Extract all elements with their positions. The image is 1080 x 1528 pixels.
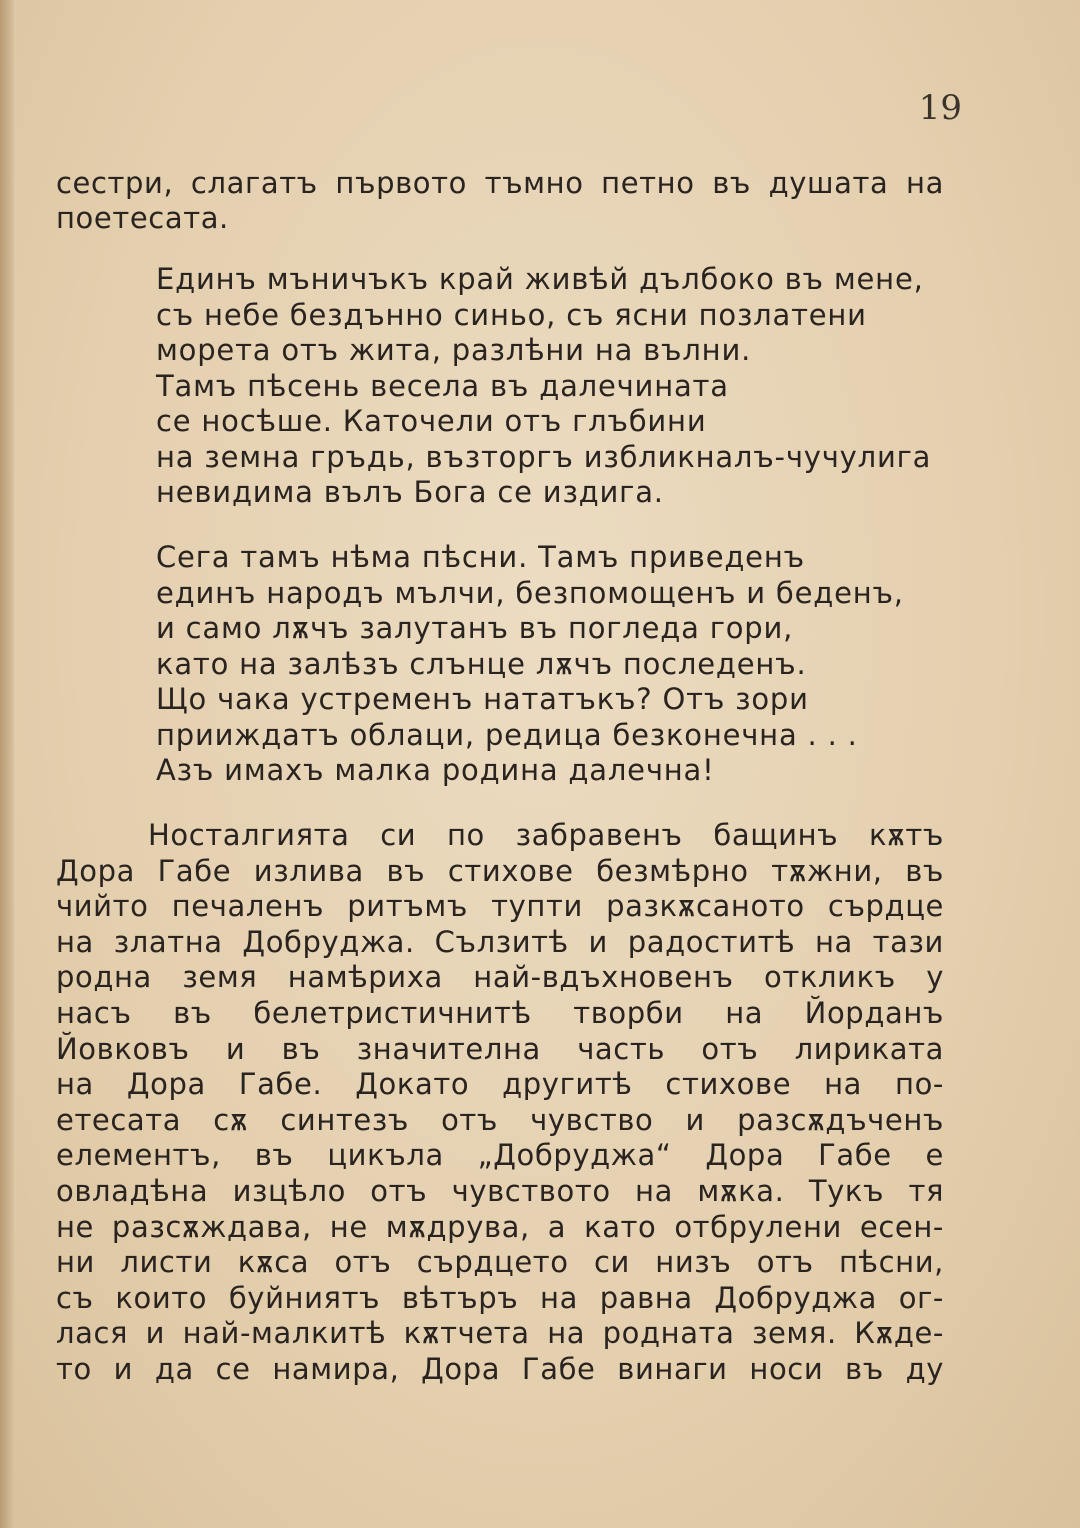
verse-line: Единъ мъничъкъ край живѣй дълбоко въ мене,: [156, 262, 924, 296]
text-line: сестри, слагатъ първото тъмно петно въ душата на: [56, 166, 944, 200]
text-line: елементъ, въ цикъла „Добруджа“ Дора Габе е: [56, 1138, 944, 1173]
verse-line: прииждатъ облаци, редица безконечна . . .: [156, 717, 858, 752]
verse-line: и само лѫчъ залутанъ въ погледа гори,: [156, 611, 794, 645]
text-line: то и да се намира, Дора Габе винаги носи въ ду: [56, 1351, 944, 1386]
text-line: чийто печаленъ ритъмъ тупти разкѫсаното сърдце: [56, 889, 944, 924]
verse-line: на земна гръдь, възторгъ избликналъ-чучулига: [156, 439, 932, 474]
text-line: Дора Габе излива въ стихове безмѣрно тѫжни, въ: [56, 853, 944, 888]
verse-line: Азъ имахъ малка родина далечна!: [156, 753, 715, 787]
text-line: на Дора Габе. Докато другитѣ стихове на по-: [56, 1067, 944, 1102]
verse-line: Тамъ пѣсень весела въ далечината: [156, 368, 729, 403]
verse-line: единъ народъ мълчи, безпомощенъ и беденъ,: [156, 575, 904, 610]
verse-line: невидима вълъ Бога се издига.: [156, 475, 664, 509]
text-line: родна земя намѣриха най-вдъхновенъ откликъ у: [56, 960, 944, 995]
page-number: 19: [918, 88, 962, 128]
verse-line: Що чака устременъ нататъкъ? Отъ зори: [156, 682, 809, 716]
text-line: поетесата.: [56, 201, 229, 235]
intro-paragraph: [56, 166, 944, 236]
verse-line: Сега тамъ нѣма пѣсни. Тамъ приведенъ: [156, 540, 805, 574]
text-line: Носталгията си по забравенъ бащинъ кѫтъ: [148, 818, 944, 852]
text-line: не разсѫждава, не мѫдрува, а като отбрулени есен-: [56, 1209, 944, 1244]
verse-line: като на залѣзъ слънце лѫчъ последенъ.: [156, 646, 807, 681]
poem-stanza-2: [156, 540, 956, 789]
body-paragraph: [56, 818, 944, 1388]
text-line: насъ въ белетристичнитѣ творби на Йорданъ: [56, 995, 944, 1030]
verse-line: морета отъ жита, разлѣни на вълни.: [156, 333, 752, 367]
text-line: ни листи кѫса отъ сърдцето си низъ отъ пѣсни,: [56, 1245, 944, 1280]
verse-line: се носѣше. Каточели отъ глъбини: [156, 404, 707, 438]
text-line: Йовковъ и въ значителна часть отъ лириката: [56, 1031, 944, 1066]
text-line: етесата сѫ синтезъ отъ чувство и разсѫдъченъ: [56, 1102, 944, 1137]
text-line: овладѣна изцѣло отъ чувството на мѫка. Тукъ тя: [56, 1173, 944, 1208]
text-line: съ които буйниятъ вѣтъръ на равна Добруджа ог-: [56, 1280, 944, 1315]
text-line: лася и най-малкитѣ кѫтчета на родната земя. Кѫде-: [56, 1316, 944, 1351]
poem-stanza-1: [156, 262, 956, 511]
page-binding-edge: [0, 0, 14, 1528]
verse-line: съ небе бездънно синьо, съ ясни позлатени: [156, 297, 867, 332]
text-line: на златна Добруджа. Сълзитѣ и радоститѣ на тази: [56, 924, 944, 959]
